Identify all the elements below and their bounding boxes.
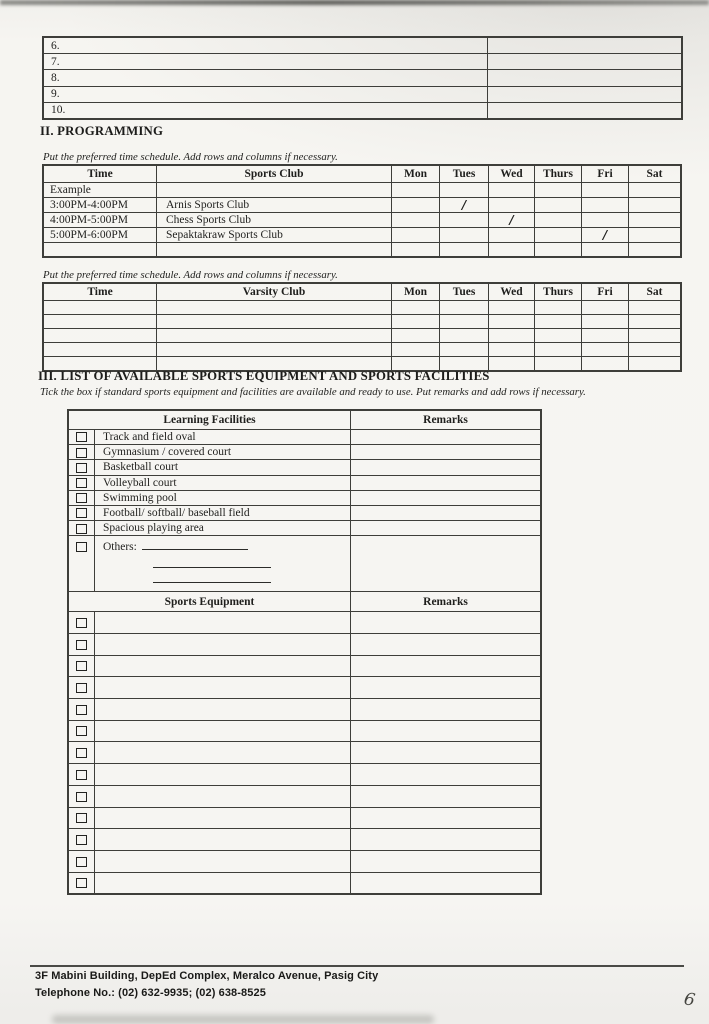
col-header-fri: Fri bbox=[582, 284, 629, 301]
section-heading-facilities: III. LIST OF AVAILABLE SPORTS EQUIPMENT AND SPORTS FACILITIES bbox=[38, 369, 490, 383]
day-cell bbox=[582, 212, 629, 227]
time-cell bbox=[44, 315, 157, 329]
day-cell bbox=[535, 329, 582, 343]
blank-write-line bbox=[153, 572, 271, 583]
table-header-row bbox=[44, 284, 681, 301]
time-cell bbox=[44, 242, 157, 257]
facility-row bbox=[69, 445, 541, 460]
remarks-cell bbox=[351, 445, 541, 460]
day-cell bbox=[489, 343, 535, 357]
club-cell bbox=[157, 301, 392, 315]
equipment-row bbox=[69, 720, 541, 742]
checkbox-icon[interactable] bbox=[76, 618, 87, 628]
others-cell bbox=[95, 536, 351, 592]
day-cell-checkmark: / bbox=[489, 212, 535, 227]
day-cell bbox=[629, 315, 681, 329]
day-cell bbox=[629, 227, 681, 242]
col-header-remarks: Remarks bbox=[351, 411, 541, 430]
row-number-cell: 6. bbox=[44, 38, 488, 54]
day-cell bbox=[440, 227, 489, 242]
checkbox-icon[interactable] bbox=[76, 683, 87, 693]
col-header-varsity-club: Varsity Club bbox=[157, 284, 392, 301]
remarks-cell bbox=[351, 764, 541, 786]
remarks-cell bbox=[351, 475, 541, 490]
day-cell-checkmark: / bbox=[582, 227, 629, 242]
col-header-tues: Tues bbox=[440, 284, 489, 301]
row-number-cell: 8. bbox=[44, 70, 488, 86]
table-row bbox=[44, 38, 682, 54]
facilities-equipment-table bbox=[68, 410, 541, 894]
instruction-schedule-1: Put the preferred time schedule. Add rows and columns if necessary. bbox=[43, 151, 338, 163]
facility-row bbox=[69, 475, 541, 490]
club-cell: Sepaktakraw Sports Club bbox=[157, 227, 392, 242]
day-cell bbox=[440, 343, 489, 357]
remarks-cell bbox=[351, 785, 541, 807]
equipment-name-cell bbox=[95, 634, 351, 656]
remarks-cell bbox=[351, 720, 541, 742]
club-cell bbox=[157, 329, 392, 343]
empty-cell bbox=[488, 86, 682, 102]
table-row bbox=[44, 242, 681, 257]
col-header-remarks: Remarks bbox=[351, 592, 541, 612]
facility-label: Basketball court bbox=[95, 460, 351, 475]
equipment-name-cell bbox=[95, 872, 351, 894]
facility-row bbox=[69, 505, 541, 520]
empty-cell bbox=[488, 70, 682, 86]
empty-cell bbox=[488, 38, 682, 54]
checkbox-icon[interactable] bbox=[76, 878, 87, 888]
day-cell bbox=[535, 343, 582, 357]
table-row bbox=[44, 227, 681, 242]
day-cell bbox=[489, 183, 535, 198]
day-cell bbox=[629, 197, 681, 212]
remarks-cell bbox=[351, 807, 541, 829]
facility-checkbox-cell bbox=[69, 430, 95, 445]
day-cell bbox=[582, 197, 629, 212]
equipment-checkbox-cell bbox=[69, 829, 95, 851]
equipment-row bbox=[69, 850, 541, 872]
equipment-name-cell bbox=[95, 655, 351, 677]
day-cell bbox=[629, 343, 681, 357]
day-cell bbox=[392, 227, 440, 242]
day-cell bbox=[535, 357, 582, 371]
day-cell bbox=[535, 227, 582, 242]
remarks-cell bbox=[351, 430, 541, 445]
equipment-row bbox=[69, 677, 541, 699]
day-cell bbox=[489, 329, 535, 343]
day-cell bbox=[489, 197, 535, 212]
day-cell bbox=[392, 329, 440, 343]
day-cell bbox=[489, 301, 535, 315]
day-cell bbox=[582, 357, 629, 371]
facility-checkbox-cell bbox=[69, 521, 95, 536]
remarks-cell bbox=[351, 742, 541, 764]
day-cell bbox=[535, 212, 582, 227]
equipment-checkbox-cell bbox=[69, 655, 95, 677]
checkbox-icon[interactable] bbox=[76, 770, 87, 780]
equipment-name-cell bbox=[95, 699, 351, 721]
remarks-cell bbox=[351, 677, 541, 699]
checkbox-icon[interactable] bbox=[76, 748, 87, 758]
table-header-row bbox=[69, 411, 541, 430]
equipment-name-cell bbox=[95, 742, 351, 764]
equipment-checkbox-cell bbox=[69, 850, 95, 872]
club-cell bbox=[157, 242, 392, 257]
checkbox-icon[interactable] bbox=[76, 726, 87, 736]
equipment-checkbox-cell bbox=[69, 785, 95, 807]
instruction-facilities: Tick the box if standard sports equipment and facilities are available and ready to use. Put remarks and add rows if necessary. bbox=[40, 386, 586, 398]
equipment-checkbox-cell bbox=[69, 764, 95, 786]
equipment-row bbox=[69, 872, 541, 894]
day-cell bbox=[440, 183, 489, 198]
footer-address: 3F Mabini Building, DepEd Complex, Meralco Avenue, Pasig City bbox=[35, 970, 379, 982]
col-header-wed: Wed bbox=[489, 284, 535, 301]
facility-label: Track and field oval bbox=[95, 430, 351, 445]
equipment-row bbox=[69, 829, 541, 851]
facility-checkbox-cell bbox=[69, 475, 95, 490]
col-header-sat: Sat bbox=[629, 166, 681, 183]
time-cell: Example bbox=[44, 183, 157, 198]
facility-row bbox=[69, 521, 541, 536]
day-cell bbox=[392, 343, 440, 357]
checkbox-icon[interactable] bbox=[76, 705, 87, 715]
day-cell bbox=[582, 329, 629, 343]
equipment-checkbox-cell bbox=[69, 699, 95, 721]
day-cell bbox=[582, 343, 629, 357]
facility-checkbox-cell bbox=[69, 445, 95, 460]
checkbox-icon[interactable] bbox=[76, 448, 87, 458]
equipment-row bbox=[69, 634, 541, 656]
equipment-row bbox=[69, 699, 541, 721]
equipment-name-cell bbox=[95, 764, 351, 786]
facility-checkbox-cell bbox=[69, 505, 95, 520]
checkbox-icon[interactable] bbox=[76, 432, 87, 442]
empty-cell bbox=[488, 102, 682, 118]
checkbox-icon[interactable] bbox=[76, 542, 87, 552]
facility-checkbox-cell bbox=[69, 490, 95, 505]
equipment-checkbox-cell bbox=[69, 742, 95, 764]
others-label: Others: bbox=[103, 541, 137, 554]
blank-write-line bbox=[153, 557, 271, 568]
remarks-cell bbox=[351, 850, 541, 872]
checkbox-icon[interactable] bbox=[76, 493, 87, 503]
remarks-cell bbox=[351, 460, 541, 475]
checkbox-icon[interactable] bbox=[76, 640, 87, 650]
day-cell-checkmark: / bbox=[440, 197, 489, 212]
footer-telephone: Telephone No.: (02) 632-9935; (02) 638-8525 bbox=[35, 987, 266, 999]
day-cell bbox=[440, 329, 489, 343]
day-cell bbox=[392, 242, 440, 257]
checkbox-icon[interactable] bbox=[76, 835, 87, 845]
page-number-handwritten: 6 bbox=[682, 989, 697, 1011]
day-cell bbox=[489, 315, 535, 329]
col-header-mon: Mon bbox=[392, 166, 440, 183]
day-cell bbox=[535, 242, 582, 257]
col-header-fri: Fri bbox=[582, 166, 629, 183]
day-cell bbox=[489, 357, 535, 371]
day-cell bbox=[629, 301, 681, 315]
remarks-cell bbox=[351, 699, 541, 721]
day-cell bbox=[582, 183, 629, 198]
col-header-learning-facilities: Learning Facilities bbox=[69, 411, 351, 430]
others-line bbox=[103, 539, 350, 553]
club-cell bbox=[157, 343, 392, 357]
equipment-name-cell bbox=[95, 677, 351, 699]
checkbox-icon[interactable] bbox=[76, 792, 87, 802]
equipment-row bbox=[69, 742, 541, 764]
day-cell bbox=[535, 315, 582, 329]
table-row bbox=[44, 70, 682, 86]
equipment-row bbox=[69, 655, 541, 677]
facility-row-others bbox=[69, 536, 541, 592]
checkbox-icon[interactable] bbox=[76, 463, 87, 473]
remarks-cell bbox=[351, 655, 541, 677]
table-header-row bbox=[44, 166, 681, 183]
row-number-cell: 7. bbox=[44, 54, 488, 70]
col-header-thurs: Thurs bbox=[535, 284, 582, 301]
day-cell bbox=[440, 315, 489, 329]
equipment-name-cell bbox=[95, 720, 351, 742]
empty-schedule-row bbox=[44, 329, 681, 343]
table-row bbox=[44, 197, 681, 212]
col-header-sports-equipment: Sports Equipment bbox=[69, 592, 351, 612]
time-cell: 3:00PM-4:00PM bbox=[44, 197, 157, 212]
remarks-cell bbox=[351, 505, 541, 520]
facility-checkbox-cell bbox=[69, 536, 95, 592]
facility-label: Spacious playing area bbox=[95, 521, 351, 536]
equipment-checkbox-cell bbox=[69, 807, 95, 829]
day-cell bbox=[489, 242, 535, 257]
equipment-name-cell bbox=[95, 785, 351, 807]
remarks-cell bbox=[351, 872, 541, 894]
day-cell bbox=[440, 212, 489, 227]
remarks-cell bbox=[351, 829, 541, 851]
facility-row bbox=[69, 430, 541, 445]
time-cell: 5:00PM-6:00PM bbox=[44, 227, 157, 242]
club-cell bbox=[157, 183, 392, 198]
day-cell bbox=[629, 212, 681, 227]
checkbox-icon[interactable] bbox=[76, 524, 87, 534]
day-cell bbox=[629, 329, 681, 343]
remarks-cell bbox=[351, 490, 541, 505]
equipment-row bbox=[69, 612, 541, 634]
day-cell bbox=[489, 227, 535, 242]
checkbox-icon[interactable] bbox=[76, 478, 87, 488]
empty-schedule-row bbox=[44, 343, 681, 357]
day-cell bbox=[392, 197, 440, 212]
table-row bbox=[44, 102, 682, 118]
club-cell bbox=[157, 315, 392, 329]
empty-schedule-row bbox=[44, 301, 681, 315]
facility-label: Gymnasium / covered court bbox=[95, 445, 351, 460]
equipment-checkbox-cell bbox=[69, 612, 95, 634]
day-cell bbox=[535, 197, 582, 212]
day-cell bbox=[535, 301, 582, 315]
equipment-name-cell bbox=[95, 807, 351, 829]
day-cell bbox=[582, 301, 629, 315]
time-cell bbox=[44, 329, 157, 343]
col-header-wed: Wed bbox=[489, 166, 535, 183]
col-header-sports-club: Sports Club bbox=[157, 166, 392, 183]
facility-row bbox=[69, 490, 541, 505]
remarks-cell bbox=[351, 634, 541, 656]
col-header-time: Time bbox=[44, 284, 157, 301]
table-row bbox=[44, 86, 682, 102]
row-number-cell: 9. bbox=[44, 86, 488, 102]
day-cell bbox=[440, 301, 489, 315]
scan-artifact-top bbox=[0, 0, 709, 5]
equipment-checkbox-cell bbox=[69, 634, 95, 656]
equipment-checkbox-cell bbox=[69, 677, 95, 699]
day-cell bbox=[392, 315, 440, 329]
equipment-name-cell bbox=[95, 850, 351, 872]
footer-divider bbox=[30, 965, 684, 967]
section-heading-programming: II. PROGRAMMING bbox=[40, 124, 164, 138]
time-cell bbox=[44, 343, 157, 357]
checkbox-icon[interactable] bbox=[76, 661, 87, 671]
equipment-name-cell bbox=[95, 612, 351, 634]
day-cell bbox=[582, 315, 629, 329]
blank-write-line bbox=[142, 539, 248, 550]
table-row bbox=[44, 212, 681, 227]
checkbox-icon[interactable] bbox=[76, 508, 87, 518]
equipment-name-cell bbox=[95, 829, 351, 851]
time-cell: 4:00PM-5:00PM bbox=[44, 212, 157, 227]
equipment-row bbox=[69, 807, 541, 829]
col-header-thurs: Thurs bbox=[535, 166, 582, 183]
checkbox-icon[interactable] bbox=[76, 857, 87, 867]
table-row bbox=[44, 183, 681, 198]
table-row bbox=[44, 54, 682, 70]
col-header-time: Time bbox=[44, 166, 157, 183]
facility-checkbox-cell bbox=[69, 460, 95, 475]
row-number-cell: 10. bbox=[44, 102, 488, 118]
facility-label: Football/ softball/ baseball field bbox=[95, 505, 351, 520]
facility-label: Swimming pool bbox=[95, 490, 351, 505]
day-cell bbox=[582, 242, 629, 257]
remarks-cell bbox=[351, 612, 541, 634]
remarks-cell bbox=[351, 521, 541, 536]
sports-club-schedule-table bbox=[43, 165, 681, 257]
varsity-club-schedule-table bbox=[43, 283, 681, 371]
day-cell bbox=[629, 183, 681, 198]
scan-artifact-bottom bbox=[52, 1015, 434, 1024]
equipment-row bbox=[69, 785, 541, 807]
remarks-cell bbox=[351, 536, 541, 592]
col-header-tues: Tues bbox=[440, 166, 489, 183]
day-cell bbox=[629, 242, 681, 257]
day-cell bbox=[535, 183, 582, 198]
equipment-checkbox-cell bbox=[69, 872, 95, 894]
facility-row bbox=[69, 460, 541, 475]
club-cell: Chess Sports Club bbox=[157, 212, 392, 227]
col-header-sat: Sat bbox=[629, 284, 681, 301]
empty-cell bbox=[488, 54, 682, 70]
club-cell: Arnis Sports Club bbox=[157, 197, 392, 212]
day-cell bbox=[392, 301, 440, 315]
checkbox-icon[interactable] bbox=[76, 813, 87, 823]
facility-label: Volleyball court bbox=[95, 475, 351, 490]
day-cell bbox=[392, 212, 440, 227]
col-header-mon: Mon bbox=[392, 284, 440, 301]
equipment-checkbox-cell bbox=[69, 720, 95, 742]
day-cell bbox=[392, 183, 440, 198]
instruction-schedule-2: Put the preferred time schedule. Add rows and columns if necessary. bbox=[43, 269, 338, 281]
table-header-row bbox=[69, 592, 541, 612]
empty-schedule-row bbox=[44, 315, 681, 329]
time-cell bbox=[44, 301, 157, 315]
equipment-row bbox=[69, 764, 541, 786]
day-cell bbox=[440, 242, 489, 257]
day-cell bbox=[629, 357, 681, 371]
continuation-table bbox=[43, 37, 682, 119]
